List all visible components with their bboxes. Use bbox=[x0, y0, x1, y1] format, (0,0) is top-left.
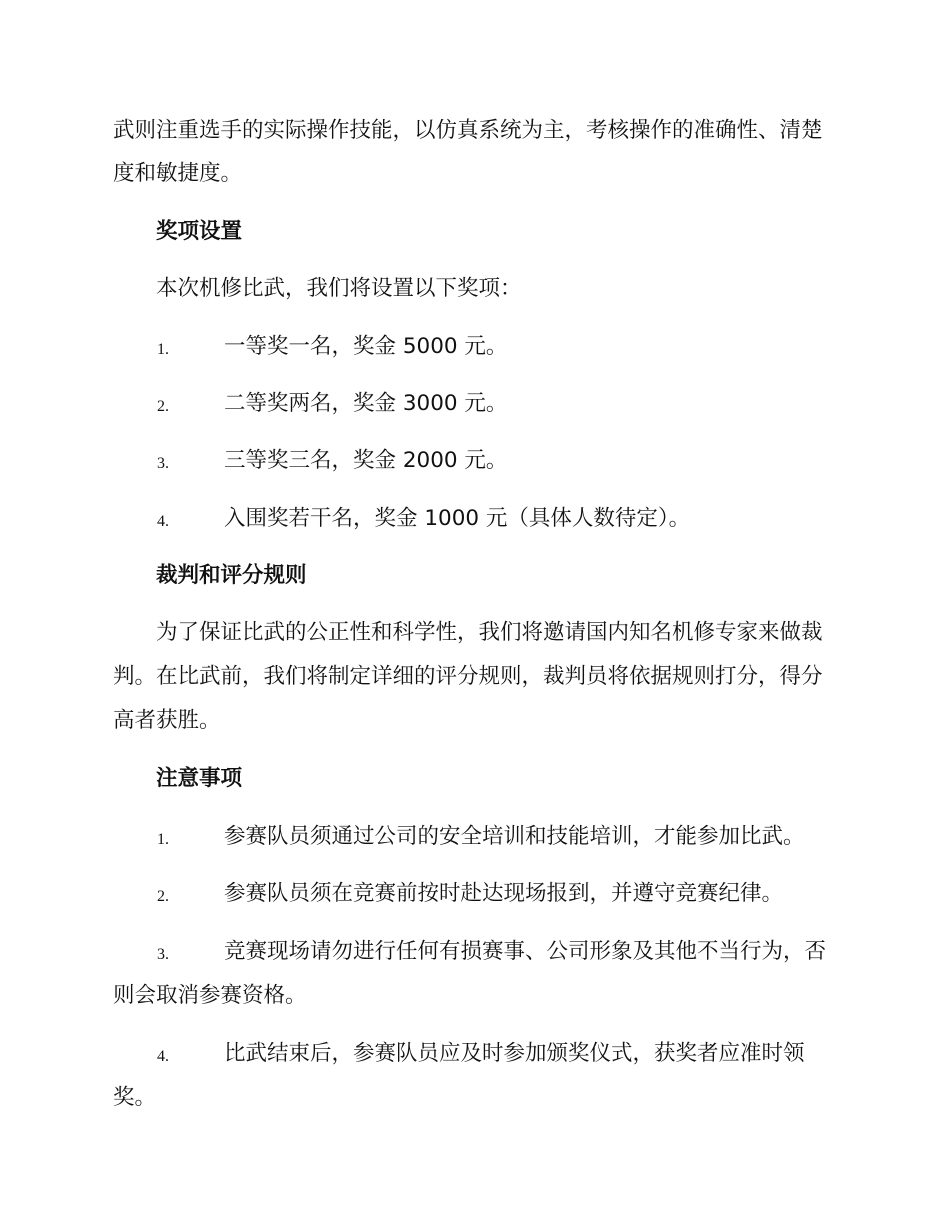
paragraph-text: 本次机修比武，我们将设置以下奖项： bbox=[156, 276, 522, 301]
list-item-text: 参赛队员须通过公司的安全培训和技能培训，才能参加比武。 bbox=[224, 824, 805, 849]
list-number: 1. bbox=[157, 831, 169, 848]
list-number: 4. bbox=[157, 1048, 169, 1065]
list-item-text: 二等奖两名，奖金 3000 元。 bbox=[224, 391, 508, 416]
list-number: 3. bbox=[157, 455, 169, 472]
list-number: 2. bbox=[157, 888, 169, 905]
paragraph-text: 为了保证比武的公正性和科学性，我们将邀请国内知名机修专家来做裁 bbox=[156, 620, 823, 645]
list-item-text: 竞赛现场请勿进行任何有损赛事、公司形象及其他不当行为，否 bbox=[224, 939, 827, 964]
list-item-text: 入围奖若干名，奖金 1000 元（具体人数待定）。 bbox=[224, 506, 691, 531]
list-item-text: 三等奖三名，奖金 2000 元。 bbox=[224, 448, 508, 473]
list-item-text: 奖。 bbox=[113, 1085, 157, 1110]
list-item-text: 比武结束后，参赛队员应及时参加颁奖仪式，获奖者应准时领 bbox=[224, 1041, 805, 1066]
list-number: 4. bbox=[157, 513, 169, 530]
list-number: 1. bbox=[157, 341, 169, 358]
section-heading: 裁判和评分规则 bbox=[156, 563, 307, 588]
paragraph-text: 度和敏捷度。 bbox=[113, 161, 243, 186]
list-item-text: 则会取消参赛资格。 bbox=[113, 983, 307, 1008]
section-heading: 奖项设置 bbox=[156, 219, 243, 244]
paragraph-text: 武则注重选手的实际操作技能，以仿真系统为主，考核操作的准确性、清楚 bbox=[113, 118, 823, 143]
paragraph-text: 高者获胜。 bbox=[113, 708, 221, 733]
paragraph-text: 判。在比武前，我们将制定详细的评分规则，裁判员将依据规则打分，得分 bbox=[113, 664, 823, 689]
list-item-text: 参赛队员须在竞赛前按时赴达现场报到，并遵守竞赛纪律。 bbox=[224, 881, 784, 906]
list-number: 3. bbox=[157, 946, 169, 963]
list-number: 2. bbox=[157, 398, 169, 415]
section-heading: 注意事项 bbox=[156, 766, 243, 791]
list-item-text: 一等奖一名，奖金 5000 元。 bbox=[224, 334, 508, 359]
